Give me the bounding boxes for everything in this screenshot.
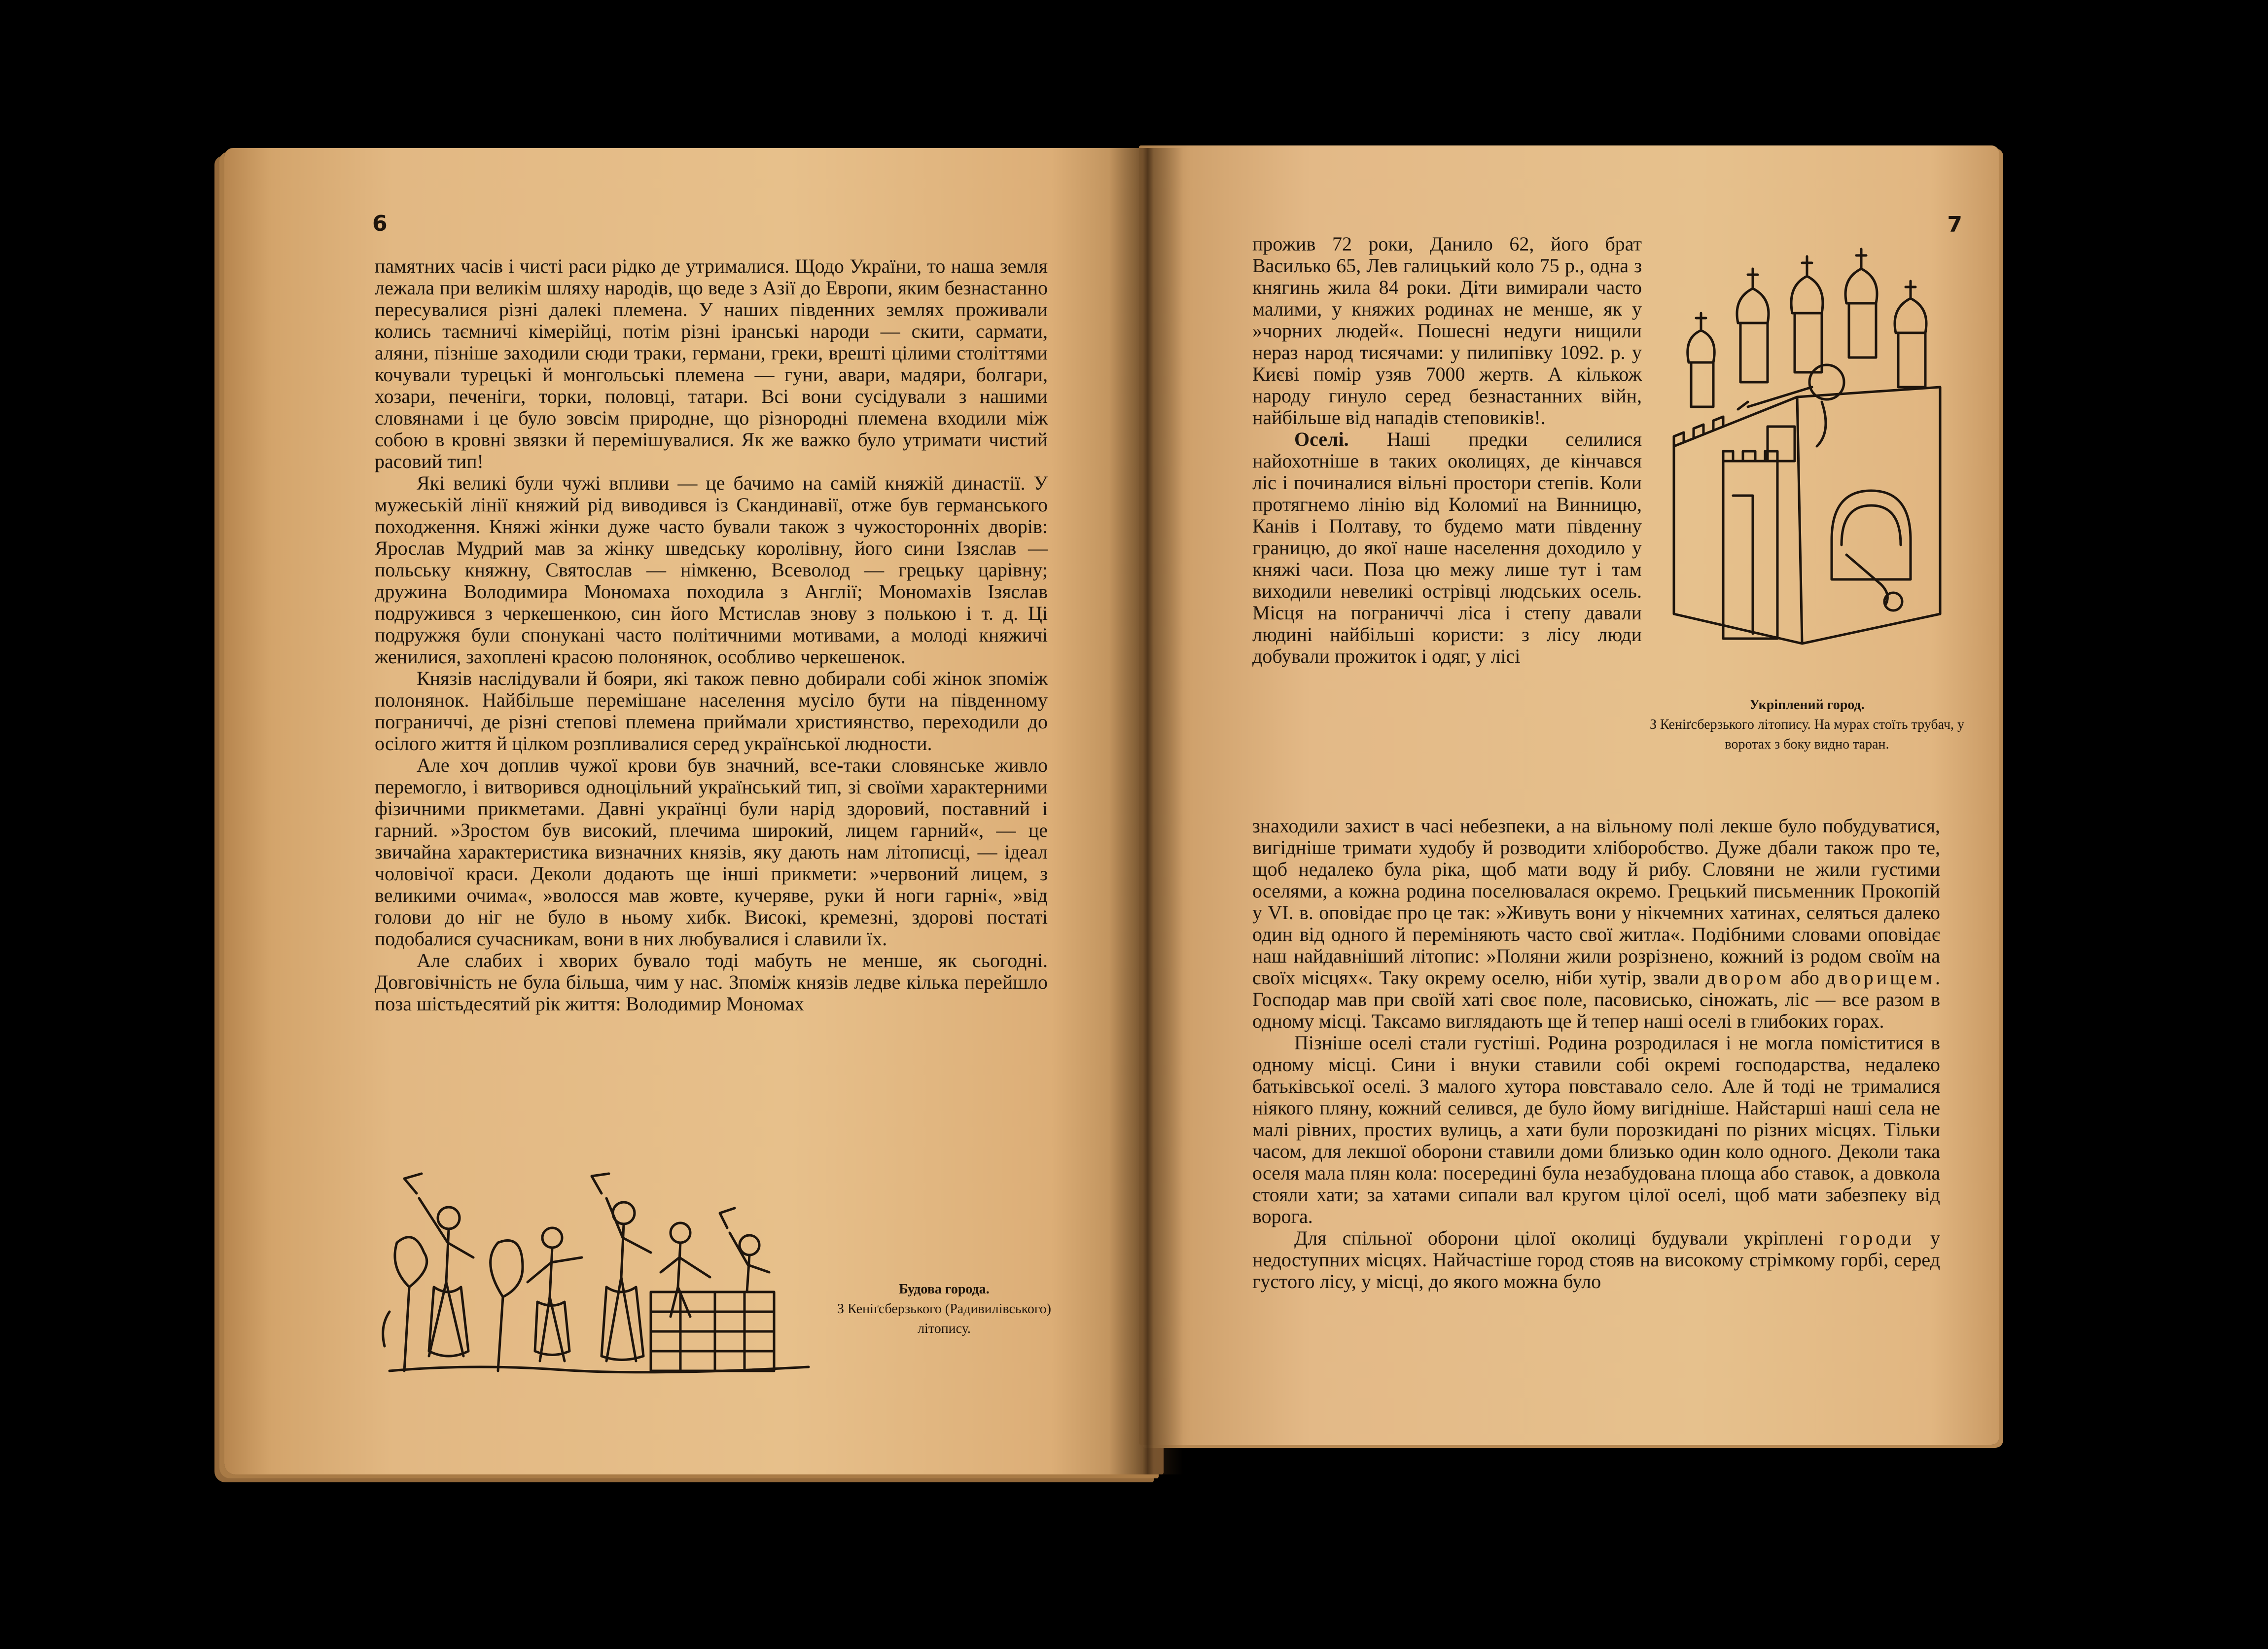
fortified-town-illustration [1654, 239, 1960, 693]
section-heading: Оселі. [1294, 428, 1349, 450]
paragraph-text: знаходили захист в часі небезпеки, а на вільному полі лекше було побудуватися, вигідніше тримати худобу й розводити хліборобство. Дуже дбали також про те, щоб недалеко була ріка, щоб мати воду й рибу. Словяни не жили густими оселями, а кожна родина поселювалася окремо. Грецький письменник Прокопій у VI. в. оповідає про це так: »Живуть вони у нікчемних хатинах, селяться далеко один від одного й переміняють часто свої житла«. Подібними словами оповідає наш найдавніший літопис: »Поляни жили розрізнено, кожний із родом своїм на своїх місцях«. Таку окрему оселю, ніби хутір, звали [1252, 815, 1940, 989]
paragraph-text: при своїй хаті своє поле, пасовисько, сіножать, ліс — все разом в одному місці. Таксамо виглядають ще й тепер наші оселі в глибоких горах. [1252, 988, 1941, 1032]
page-number-right: 7 [1947, 212, 1962, 237]
paragraph [1252, 815, 1940, 1032]
paragraph: Які великі були чужі впливи — це бачимо на самій княжій династії. У мужеській лінії княжий рід виводився із Скандинавії, отже був германського походження. Княжі жінки дуже часто бували також з чужосторонніх дворів: Ярослав Мудрий мав за жінку шведську королівну, його сини Ізяслав — польську княжну, Святослав — німкеню, Всеволод — грецьку царівну; дружина Володимира Мономаха походила з Англії; Мономахів Ізяслав подружився з черкешенкою, син його Мстислав знову з полькою і т. д. Ці подружжя були спонукані часто політичними мотивами, а молоді княжичі женилися, захоплені красою полонянок, особливо черкешенок. [375, 472, 1048, 668]
term-dvorishchem: дворищем [1825, 967, 1936, 989]
caption-title: Укріплений город. [1749, 697, 1865, 713]
right-page-bottom-text [1252, 815, 1940, 1292]
word-or: або [1790, 967, 1819, 989]
caption-title: Будова города. [899, 1282, 990, 1297]
term-dvorom: двором [1705, 967, 1784, 989]
building-town-illustration [375, 1139, 818, 1435]
paragraph: Пізніше оселі стали густіші. Родина розродилася і не могла поміститися в одному місці. Сини і внуки ставили собі окремі господарства, недалеко батьківської оселі. З малого хутора повставало село. Але й тоді не трималися ніякого пляну, кожний селився, де було йому вигідніше. Найстарші наші села не малі рівних, простих вулиць, а хати були порозкидані по різних місцях. Тільки часом, для лекшої оборони ставили доми близько один коло одного. Деколи така оселя мала плян кола: посередині була незабудована площа або ставок, а довкола стояли хати; за хатами сипали вал кругом цілої оселі, щоб мати забезпеку від ворога. [1252, 1032, 1940, 1227]
paragraph [1252, 1227, 1940, 1292]
paragraph-text: . Господар мав [1252, 967, 1941, 1010]
right-page-top-text [1252, 233, 1642, 667]
paragraph-text: Наші предки селилися найохотніше в таких околицях, де кінчався ліс і починалися вільні простори степів. Коли протягнемо лінію від Коломиї на Винницю, Канів і Полтаву, то будемо мати південну границю, до якої наше населення доходило у княжі часи. Поза цю межу лише тут і там виходили невеликі острівці людських осель. Місця на пограниччі ліса і степу давали людині найбільші користи: з лісу люди добували прожиток і одяг, у лісі [1252, 428, 1642, 667]
paragraph: Але слабих і хворих бувало тоді мабуть не менше, як сьогодні. Довговічність не була більша, чим у нас. Зпоміж князів ледве кілька перейшло поза шістьдесятий рік життя: Володимир Мономах [375, 949, 1048, 1015]
paragraph [1252, 429, 1642, 667]
paragraph-text: Для спільної оборони цілої околиці будували укріплені [1294, 1227, 1824, 1249]
paragraph: Князів наслідували й бояри, які також певно добирали собі жінок зпоміж полонянок. Найбільше перемішане населення мусіло бути на південному пограниччі, де різні степові племена приймали християнство, переходили до осілого життя й цілком розпливалися серед української людности. [375, 667, 1048, 754]
caption-source: З Кеніґсберзького (Радивилівського) літопису. [837, 1301, 1051, 1336]
figure-caption-right [1647, 695, 1967, 754]
paragraph: памятних часів і чисті раси рідко де утрималися. Щодо України, то наша земля лежала при великім шляху народів, що веде з Азії до Европи, яким безнастанно пересувалися різні далекі племена. У наших південних землях проживали колись таємничі кімерійці, потім різні іранські народи — скити, сармати, аляни, пізніше заходили сюди траки, германи, греки, врешті цілими століттями кочували турецькі й монгольські племена — гуни, авари, мадяри, болгари, хозари, печеніги, торки, половці, татари. Всі вони сусідували з нашими словянами і це було зовсім природне, що різнородні племена входили між собою в кровні звязки й перемішувалися. Як же важко було утримати чистий расовий тип! [375, 255, 1048, 472]
page-number-left: 6 [372, 211, 388, 236]
paragraph: Але хоч доплив чужої крови був значний, все-таки словянське живло перемогло, і витворився одноцільний український тип, зі своїми характерними фізичними прикметами. Давні українці були нарід здоровий, поставний і гарний. »Зростом був високий, плечима широкий, лицем гарний«, — це звичайна характеристика визначних князів, яку дають нам літописці, — ідеал чоловічої краси. Деколи додають ще інші прикмети: »червоний лицем, з великими очима«, »волосся мав жовте, кучеряве, руки й ноги гарні«, »від голови до ніг не було в ньому хибк. Високі, кремезні, здорові постаті подобалися сучасникам, вони в них любувалися і славили їх. [375, 754, 1048, 950]
left-page-text [375, 255, 1048, 1015]
paragraph-text: у недоступних місцях. Найчастіше город стояв на високому стрімкому горбі, серед густого лісу, у місці, до якого можна було [1252, 1227, 1941, 1292]
right-page [1139, 145, 1999, 1445]
term-horody: городи [1839, 1227, 1914, 1249]
caption-source: З Кеніґсберзького літопису. На мурах стоїть трубач, у воротах з боку видно таран. [1649, 717, 1965, 752]
paragraph: прожив 72 роки, Данило 62, його брат Василько 65, Лев галицький коло 75 р., одна з княгинь жила 84 роки. Діти вимирали часто малими, у княжих родинах не менше, як у »чорних людей«. Пошесні недуги нищили нераз народ тисячами: у пилипівку 1092. р. у Києві помір узяв 7000 жертв. А кількож народу гинуло серед безнастанних війн, найбільше від нападів степовиків!. [1252, 233, 1642, 429]
figure-caption-left [836, 1280, 1053, 1339]
left-page [224, 148, 1164, 1474]
